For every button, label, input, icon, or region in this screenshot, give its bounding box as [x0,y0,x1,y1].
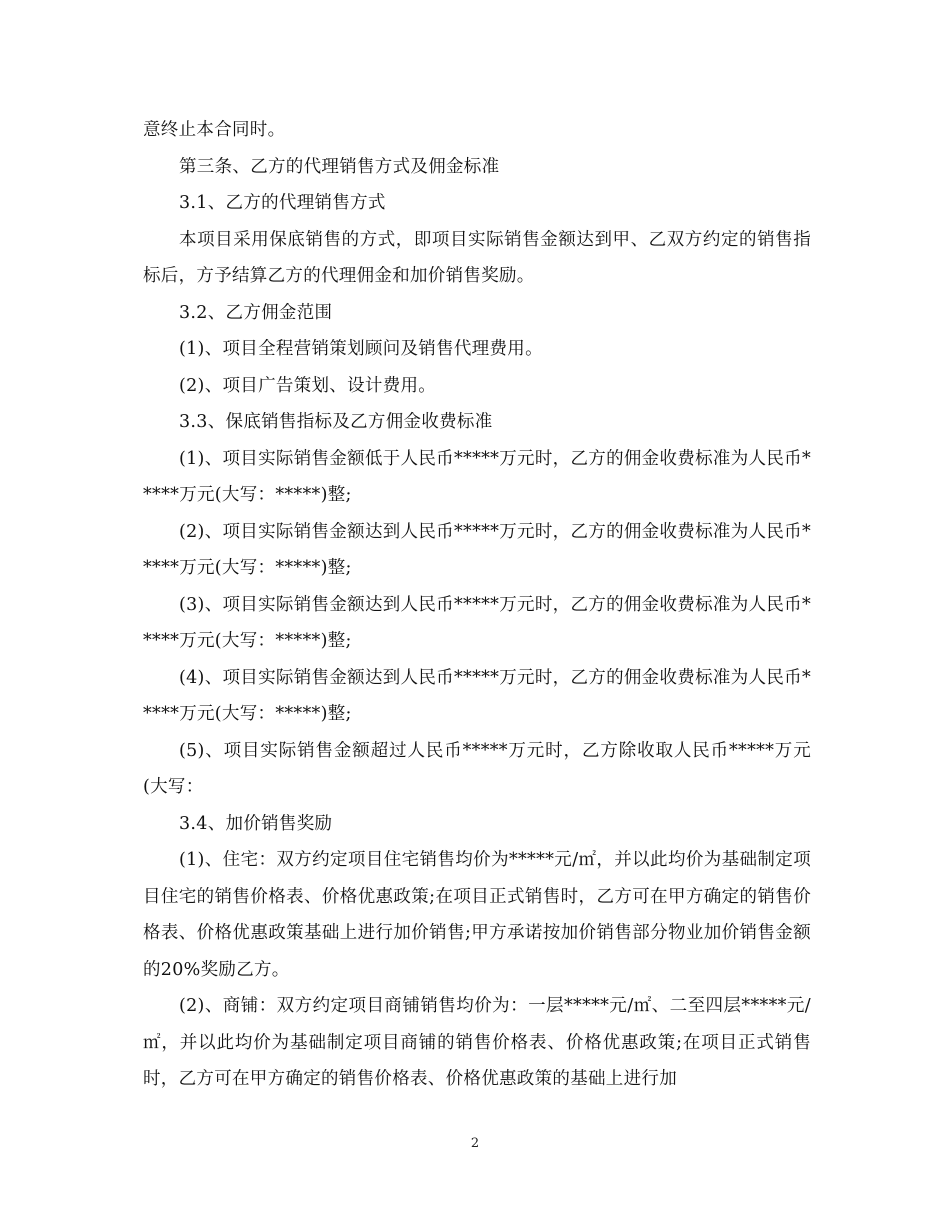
document-body [143,112,811,1098]
section-3-2-item-2: (2)、项目广告策划、设计费用。 [179,375,437,396]
article-3-heading: 第三条、乙方的代理销售方式及佣金标准 [179,156,500,177]
section-3-3-item-5: (5)、项目实际销售金额超过人民币*****万元时，乙方除收取人民币*****万元(大写： [143,740,811,797]
page-number: 2 [470,1136,480,1151]
section-3-2-heading: 3.2、乙方佣金范围 [179,302,333,323]
paragraph-1: 意终止本合同时。 [143,120,286,140]
section-3-3-item-2: (2)、项目实际销售金额达到人民币*****万元时，乙方的佣金收费标准为人民币*****万元(大写：*****)整; [143,521,811,578]
section-3-2-item-1: (1)、项目全程营销策划顾问及销售代理费用。 [179,339,543,359]
section-3-4-item-2: (2)、商铺：双方约定项目商铺销售均价为：一层*****元/㎡、二至四层*****元/㎡，并以此均价为基础制定项目商铺的销售价格表、价格优惠政策;在项目正式销售时，乙方可在甲方确定的销售价格表、价格优惠政策的基础上进行加 [143,996,811,1089]
section-3-3-item-1: (1)、项目实际销售金额低于人民币*****万元时，乙方的佣金收费标准为人民币*****万元(大写：*****)整; [143,448,811,505]
section-3-3-item-4: (4)、项目实际销售金额达到人民币*****万元时，乙方的佣金收费标准为人民币*****万元(大写：*****)整; [143,667,811,724]
section-3-1-heading: 3.1、乙方的代理销售方式 [179,193,386,213]
section-3-1-body: 本项目采用保底销售的方式，即项目实际销售金额达到甲、乙双方约定的销售指标后，方予结算乙方的代理佣金和加价销售奖励。 [143,229,811,286]
section-3-3-item-3: (3)、项目实际销售金额达到人民币*****万元时，乙方的佣金收费标准为人民币*****万元(大写：*****)整; [143,594,811,651]
section-3-4-item-1: (1)、住宅：双方约定项目住宅销售均价为*****元/㎡，并以此均价为基础制定项目住宅的销售价格表、价格优惠政策;在项目正式销售时，乙方可在甲方确定的销售价格表、价格优惠政策基础上进行加价销售;甲方承诺按加价销售部分物业加价销售金额的20%奖励乙方。 [143,850,811,980]
section-3-3-heading: 3.3、保底销售指标及乙方佣金收费标准 [179,412,493,432]
section-3-4-heading: 3.4、加价销售奖励 [179,813,333,834]
